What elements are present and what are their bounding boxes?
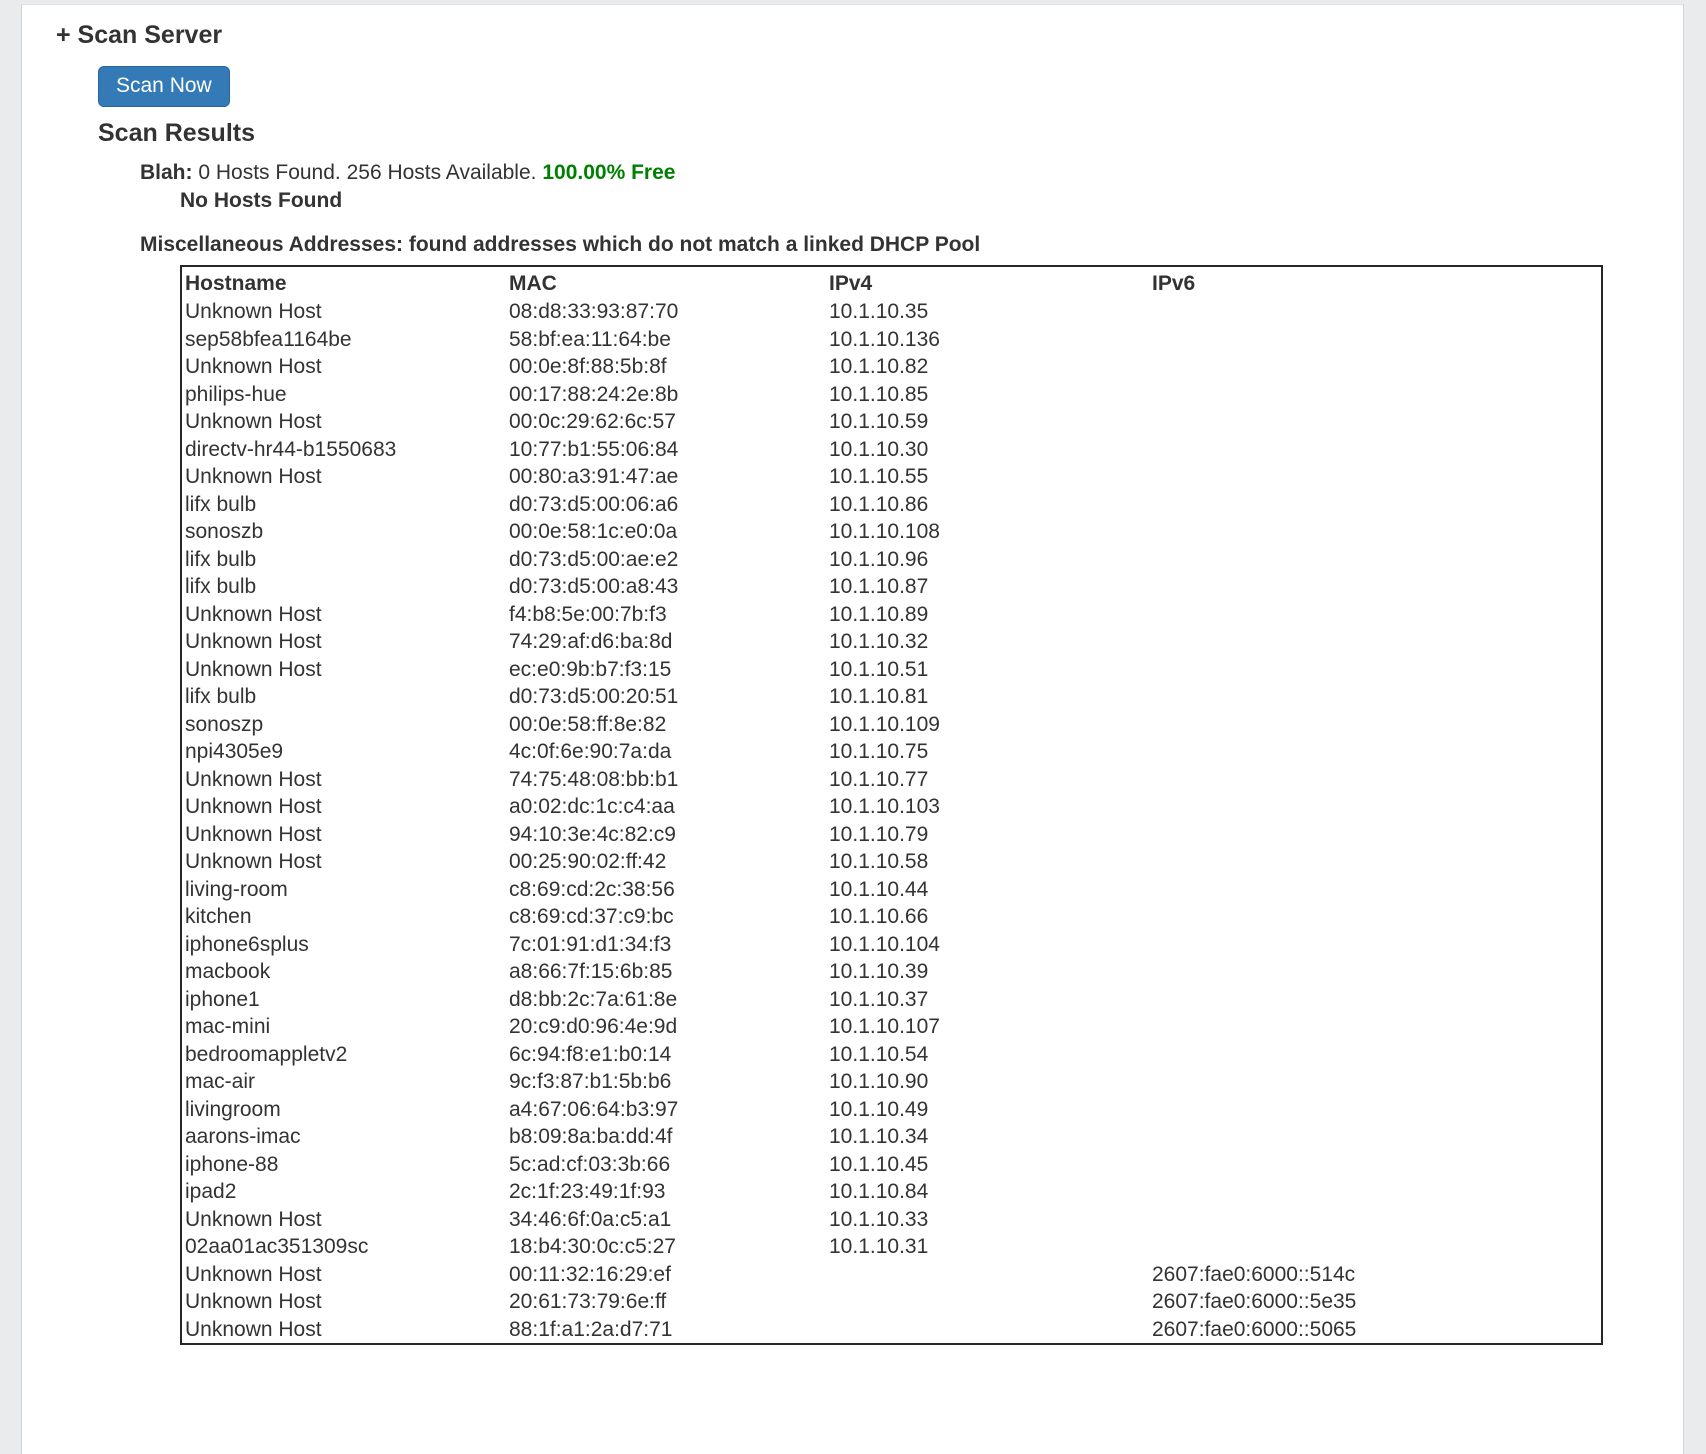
- table-row: [181, 573, 1602, 601]
- hostname-cell: mac-mini: [185, 1015, 271, 1038]
- ipv4-cell: [826, 1288, 1149, 1316]
- ipv4-cell: 10.1.10.82: [829, 355, 929, 378]
- table-row: [181, 601, 1602, 629]
- table-row: [181, 381, 1602, 409]
- ipv6-cell: [1149, 546, 1602, 574]
- hostname-cell: macbook: [185, 960, 271, 983]
- mac-cell: 00:11:32:16:29:ef: [509, 1262, 671, 1286]
- table-row: [181, 518, 1602, 546]
- hostname-cell: Unknown Host: [185, 767, 322, 791]
- table-row: [181, 903, 1602, 931]
- mac-cell: 20:c9:d0:96:4e:9d: [509, 1015, 678, 1038]
- ipv4-cell: 10.1.10.33: [829, 1207, 929, 1231]
- ipv4-cell: 10.1.10.39: [829, 960, 929, 983]
- misc-addresses-table: [180, 265, 1603, 1345]
- ipv4-cell: [826, 1316, 1149, 1345]
- mac-cell: a8:66:7f:15:6b:85: [509, 960, 673, 983]
- ipv4-cell: 10.1.10.59: [829, 410, 929, 433]
- ipv4-cell: 10.1.10.96: [829, 547, 929, 571]
- ipv6-cell: [1149, 298, 1602, 326]
- ipv4-cell: 10.1.10.58: [829, 850, 929, 873]
- ipv6-cell: [1149, 793, 1602, 821]
- ipv4-cell: 10.1.10.51: [829, 657, 929, 681]
- pool-summary-line: [140, 159, 1683, 187]
- mac-cell: 5c:ad:cf:03:3b:66: [509, 1152, 671, 1176]
- ipv6-cell: [1149, 601, 1602, 629]
- scan-results-heading: Scan Results: [98, 119, 256, 147]
- mac-cell: f4:b8:5e:00:7b:f3: [509, 602, 667, 626]
- ipv4-cell: 10.1.10.45: [829, 1152, 929, 1176]
- hostname-cell: directv-hr44-b1550683: [185, 437, 397, 461]
- ipv4-cell: 10.1.10.84: [829, 1180, 929, 1203]
- ipv4-cell: [826, 1261, 1149, 1289]
- table-row: [181, 793, 1602, 821]
- hostname-cell: lifx bulb: [185, 547, 257, 571]
- content-panel: [21, 4, 1684, 1454]
- pool-name-label: Blah:: [140, 161, 193, 184]
- ipv4-cell: 10.1.10.79: [829, 822, 929, 846]
- table-row: [181, 298, 1602, 326]
- table-row: [181, 1013, 1602, 1041]
- mac-cell: 74:75:48:08:bb:b1: [509, 767, 679, 791]
- table-row: [181, 1261, 1602, 1289]
- table-row: [181, 463, 1602, 491]
- ipv6-cell: [1149, 1123, 1602, 1151]
- mac-cell: 94:10:3e:4c:82:c9: [509, 822, 676, 846]
- hostname-cell: Unknown Host: [185, 822, 322, 846]
- ipv4-cell: 10.1.10.75: [829, 740, 929, 763]
- ipv4-cell: 10.1.10.90: [829, 1070, 929, 1093]
- ipv4-cell: 10.1.10.54: [829, 1042, 929, 1066]
- hostname-cell: npi4305e9: [185, 740, 284, 763]
- ipv6-cell: [1149, 381, 1602, 409]
- table-row: [181, 683, 1602, 711]
- ipv4-cell: 10.1.10.44: [829, 877, 929, 901]
- ipv6-cell: [1149, 1206, 1602, 1234]
- ipv4-cell: 10.1.10.34: [829, 1125, 929, 1148]
- table-row: [181, 1206, 1602, 1234]
- table-row: [181, 656, 1602, 684]
- table-row: [181, 326, 1602, 354]
- ipv4-cell: 10.1.10.55: [829, 465, 929, 488]
- mac-cell: a0:02:dc:1c:c4:aa: [509, 795, 675, 818]
- table-row: [181, 353, 1602, 381]
- mac-cell: 88:1f:a1:2a:d7:71: [509, 1317, 673, 1341]
- ipv4-cell: 10.1.10.104: [829, 932, 940, 956]
- mac-cell: 74:29:af:d6:ba:8d: [509, 630, 673, 653]
- column-header-ipv6: IPv6: [1152, 272, 1196, 295]
- ipv4-cell: 10.1.10.32: [829, 630, 929, 653]
- ipv4-cell: 10.1.10.103: [829, 795, 940, 818]
- table-row: [181, 1068, 1602, 1096]
- ipv6-cell: [1149, 738, 1602, 766]
- ipv6-cell: [1149, 766, 1602, 794]
- hostname-cell: living-room: [185, 877, 288, 901]
- table-row: [181, 1151, 1602, 1179]
- mac-cell: 20:61:73:79:6e:ff: [509, 1290, 667, 1313]
- ipv6-cell: [1149, 436, 1602, 464]
- ipv6-cell: [1149, 1013, 1602, 1041]
- mac-cell: 34:46:6f:0a:c5:a1: [509, 1207, 672, 1231]
- hostname-cell: Unknown Host: [185, 1317, 322, 1341]
- hostname-cell: philips-hue: [185, 382, 287, 406]
- mac-cell: 00:0e:8f:88:5b:8f: [509, 355, 667, 378]
- hostname-cell: iphone-88: [185, 1152, 279, 1176]
- mac-cell: 00:25:90:02:ff:42: [509, 850, 667, 873]
- ipv6-cell: [1149, 958, 1602, 986]
- ipv6-cell: [1149, 353, 1602, 381]
- table-row: [181, 958, 1602, 986]
- mac-cell: 9c:f3:87:b1:5b:b6: [509, 1070, 672, 1093]
- hostname-cell: lifx bulb: [185, 492, 257, 516]
- ipv6-cell: [1149, 1178, 1602, 1206]
- hostname-cell: 02aa01ac351309sc: [185, 1235, 369, 1258]
- table-row: [181, 848, 1602, 876]
- ipv6-cell: [1149, 1096, 1602, 1124]
- column-header-hostname: Hostname: [185, 272, 287, 295]
- misc-addresses-heading: Miscellaneous Addresses: found addresses which do not match a linked DHCP Pool: [140, 233, 981, 256]
- hostname-cell: aarons-imac: [185, 1125, 301, 1148]
- ipv6-cell: 2607:fae0:6000::5e35: [1152, 1290, 1357, 1313]
- ipv4-cell: 10.1.10.89: [829, 602, 929, 626]
- table-row: [181, 1288, 1602, 1316]
- hostname-cell: sep58bfea1164be: [185, 327, 352, 351]
- table-row: [181, 1123, 1602, 1151]
- table-body: [181, 298, 1602, 1344]
- hostname-cell: livingroom: [185, 1097, 281, 1121]
- ipv6-cell: [1149, 573, 1602, 601]
- hostname-cell: iphone6splus: [185, 932, 309, 956]
- hostname-cell: Unknown Host: [185, 850, 322, 873]
- ipv6-cell: [1149, 848, 1602, 876]
- hostname-cell: Unknown Host: [185, 410, 322, 433]
- table-row: [181, 1041, 1602, 1069]
- ipv4-cell: 10.1.10.107: [829, 1015, 940, 1038]
- ipv6-cell: [1149, 518, 1602, 546]
- mac-cell: 00:0e:58:1c:e0:0a: [509, 520, 678, 543]
- column-header-mac: MAC: [509, 272, 557, 295]
- ipv6-cell: [1149, 821, 1602, 849]
- mac-cell: 2c:1f:23:49:1f:93: [509, 1180, 666, 1203]
- ipv6-cell: [1149, 1041, 1602, 1069]
- table-row: [181, 876, 1602, 904]
- mac-cell: 00:0e:58:ff:8e:82: [509, 712, 667, 736]
- ipv4-cell: 10.1.10.49: [829, 1097, 929, 1121]
- mac-cell: 10:77:b1:55:06:84: [509, 437, 679, 461]
- ipv4-cell: 10.1.10.85: [829, 382, 929, 406]
- mac-cell: 6c:94:f8:e1:b0:14: [509, 1042, 672, 1066]
- hostname-cell: Unknown Host: [185, 657, 322, 681]
- ipv4-cell: 10.1.10.136: [829, 327, 940, 351]
- hostname-cell: iphone1: [185, 987, 260, 1011]
- hostname-cell: Unknown Host: [185, 1290, 322, 1313]
- ipv6-cell: [1149, 408, 1602, 436]
- ipv6-cell: [1149, 986, 1602, 1014]
- hostname-cell: sonoszp: [185, 712, 264, 736]
- ipv6-cell: [1149, 903, 1602, 931]
- ipv4-cell: 10.1.10.81: [829, 685, 929, 708]
- ipv4-cell: 10.1.10.77: [829, 767, 929, 791]
- table-row: [181, 628, 1602, 656]
- hostname-cell: ipad2: [185, 1180, 237, 1203]
- hostname-cell: Unknown Host: [185, 795, 322, 818]
- mac-cell: 58:bf:ea:11:64:be: [509, 327, 671, 351]
- ipv6-cell: [1149, 1151, 1602, 1179]
- ipv6-cell: [1149, 1233, 1602, 1261]
- hostname-cell: Unknown Host: [185, 630, 322, 653]
- mac-cell: d0:73:d5:00:20:51: [509, 685, 679, 708]
- hostname-cell: mac-air: [185, 1070, 256, 1093]
- table-header-row: [181, 266, 1602, 298]
- hostname-cell: Unknown Host: [185, 602, 322, 626]
- ipv6-cell: [1149, 683, 1602, 711]
- mac-cell: 08:d8:33:93:87:70: [509, 300, 679, 323]
- ipv4-cell: 10.1.10.31: [829, 1235, 929, 1258]
- hostname-cell: kitchen: [185, 905, 252, 928]
- hostname-cell: lifx bulb: [185, 685, 257, 708]
- table-row: [181, 1233, 1602, 1261]
- ipv6-cell: [1149, 931, 1602, 959]
- no-hosts-found-text: No Hosts Found: [180, 189, 343, 212]
- hostname-cell: Unknown Host: [185, 1262, 322, 1286]
- mac-cell: 00:17:88:24:2e:8b: [509, 382, 679, 406]
- ipv6-cell: [1149, 876, 1602, 904]
- table-row: [181, 738, 1602, 766]
- mac-cell: ec:e0:9b:b7:f3:15: [509, 657, 672, 681]
- hostname-cell: Unknown Host: [185, 465, 322, 488]
- table-row: [181, 986, 1602, 1014]
- ipv4-cell: 10.1.10.109: [829, 712, 940, 736]
- hostname-cell: sonoszb: [185, 520, 264, 543]
- mac-cell: c8:69:cd:2c:38:56: [509, 877, 675, 901]
- hostname-cell: Unknown Host: [185, 300, 322, 323]
- table-row: [181, 821, 1602, 849]
- ipv6-cell: [1149, 711, 1602, 739]
- mac-cell: b8:09:8a:ba:dd:4f: [509, 1125, 673, 1148]
- ipv6-cell: [1149, 463, 1602, 491]
- mac-cell: d0:73:d5:00:ae:e2: [509, 547, 679, 571]
- ipv6-cell: [1149, 326, 1602, 354]
- ipv4-cell: 10.1.10.86: [829, 492, 929, 516]
- ipv4-cell: 10.1.10.35: [829, 300, 929, 323]
- table-row: [181, 1316, 1602, 1345]
- table-row: [181, 546, 1602, 574]
- column-header-ipv4: IPv4: [829, 272, 873, 295]
- mac-cell: 7c:01:91:d1:34:f3: [509, 932, 672, 956]
- mac-cell: 4c:0f:6e:90:7a:da: [509, 740, 672, 763]
- mac-cell: d0:73:d5:00:06:a6: [509, 492, 679, 516]
- table-row: [181, 491, 1602, 519]
- mac-cell: 00:0c:29:62:6c:57: [509, 410, 676, 433]
- pool-availability-text: 0 Hosts Found. 256 Hosts Available.: [198, 161, 537, 184]
- ipv4-cell: 10.1.10.37: [829, 987, 929, 1011]
- ipv6-cell: 2607:fae0:6000::514c: [1152, 1262, 1356, 1286]
- page-title: + Scan Server: [56, 21, 223, 49]
- table-row: [181, 766, 1602, 794]
- ipv6-cell: 2607:fae0:6000::5065: [1152, 1317, 1357, 1341]
- ipv4-cell: 10.1.10.30: [829, 437, 929, 461]
- ipv6-cell: [1149, 491, 1602, 519]
- hostname-cell: Unknown Host: [185, 355, 322, 378]
- mac-cell: d0:73:d5:00:a8:43: [509, 575, 679, 598]
- scan-now-button[interactable]: Scan Now: [98, 66, 230, 107]
- mac-cell: 18:b4:30:0c:c5:27: [509, 1235, 676, 1258]
- mac-cell: d8:bb:2c:7a:61:8e: [509, 987, 678, 1011]
- table-row: [181, 436, 1602, 464]
- table-row: [181, 408, 1602, 436]
- table-row: [181, 931, 1602, 959]
- ipv4-cell: 10.1.10.66: [829, 905, 929, 928]
- ipv6-cell: [1149, 1068, 1602, 1096]
- ipv6-cell: [1149, 656, 1602, 684]
- hostname-cell: lifx bulb: [185, 575, 257, 598]
- ipv4-cell: 10.1.10.87: [829, 575, 929, 598]
- table-row: [181, 1178, 1602, 1206]
- hostname-cell: Unknown Host: [185, 1207, 322, 1231]
- mac-cell: 00:80:a3:91:47:ae: [509, 465, 679, 488]
- table-row: [181, 711, 1602, 739]
- hostname-cell: bedroomappletv2: [185, 1042, 348, 1066]
- pool-free-percentage: 100.00% Free: [542, 161, 676, 184]
- ipv6-cell: [1149, 628, 1602, 656]
- mac-cell: c8:69:cd:37:c9:bc: [509, 905, 674, 928]
- table-row: [181, 1096, 1602, 1124]
- mac-cell: a4:67:06:64:b3:97: [509, 1097, 679, 1121]
- ipv4-cell: 10.1.10.108: [829, 520, 940, 543]
